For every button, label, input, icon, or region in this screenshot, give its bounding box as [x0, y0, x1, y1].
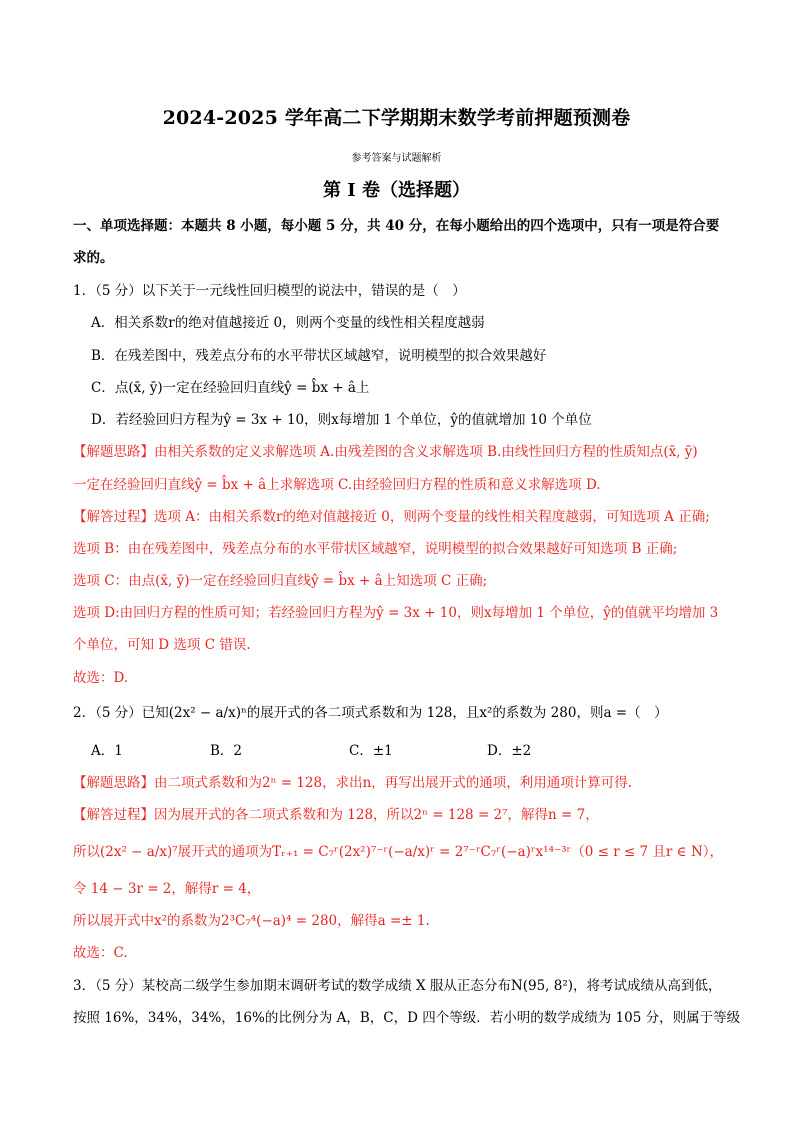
document-title: 2024-2025 学年高二下学期期末数学考前押题预测卷 [162, 107, 631, 129]
q1-process-line5: 个单位，可知 D 选项 C 错误. [73, 637, 251, 653]
q2-process-line1: 【解答过程】因为展开式的各二项式系数和为 128，所以2ⁿ = 128 = 2⁷，解得n = 7， [73, 807, 599, 823]
q1-option-b: B．在残差图中，残差点分布的水平带状区域越窄，说明模型的拟合效果越好 [91, 348, 547, 364]
q2-option-d: D．±2 [487, 743, 532, 759]
q1-answer: 故选：D. [73, 670, 129, 686]
q2-process-line2: 所以(2x² − a/x)⁷展开式的通项为Tᵣ₊₁ = C₇ʳ(2x²)⁷⁻ʳ(−a/x)ʳ = 2⁷⁻ʳC₇ʳ(−a)ʳx¹⁴⁻³ʳ（0 ≤ r ≤ 7 且r ∈ N）， [73, 844, 724, 860]
q2-process-line3: 令 14 − 3r = 2，解得r = 4， [73, 881, 261, 897]
q2-answer: 故选：C. [73, 945, 128, 961]
q1-process-line3: 选项 C：由点(x̄, ȳ)一定在经验回归直线ŷ = b̂x + â上知选项 C 正确; [73, 573, 488, 589]
volume-heading: 第 I 卷（选择题） [323, 180, 470, 201]
q2-option-c: C．±1 [349, 743, 393, 759]
q1-process-line2: 选项 B：由在残差图中，残差点分布的水平带状区域越窄，说明模型的拟合效果越好可知选项 B 正确; [73, 541, 678, 557]
q1-option-d: D．若经验回归方程为ŷ = 3x + 10，则x每增加 1 个单位，ŷ的值就增加 10 个单位 [91, 412, 592, 428]
q1-option-a: A．相关系数r的绝对值越接近 0，则两个变量的线性相关程度越弱 [91, 315, 485, 331]
section-heading-line2: 求的。 [73, 250, 114, 266]
q1-option-c: C．点(x̄, ȳ)一定在经验回归直线ŷ = b̂x + â上 [91, 380, 370, 396]
q3-stem-line2: 按照 16%，34%，34%，16%的比例分为 A，B，C，D 四个等级．若小明的数学成绩为 105 分，则属于等级 [73, 1010, 741, 1026]
q3-stem-line1: 3．（5 分）某校高二级学生参加期末调研考试的数学成绩 X 服从正态分布N(95, 8²)，将考试成绩从高到低， [73, 978, 722, 994]
q2-option-a: A．1 [91, 743, 123, 759]
section-heading-line1: 一、单项选择题：本题共 8 小题，每小题 5 分，共 40 分，在每小题给出的四个选项中，只有一项是符合要 [73, 218, 720, 234]
q1-process-line1: 【解答过程】选项 A：由相关系数r的绝对值越接近 0，则两个变量的线性相关程度越弱，可知选项 A 正确; [73, 509, 710, 525]
q1-idea-line1: 【解题思路】由相关系数的定义求解选项 A.由残差图的含义求解选项 B.由线性回归方程的性质知点(x̄, ȳ) [73, 444, 698, 460]
q2-process-line4: 所以展开式中x²的系数为2³C₇⁴(−a)⁴ = 280，解得a =± 1. [73, 913, 430, 929]
q1-stem: 1．（5 分）以下关于一元线性回归模型的说法中，错误的是（ ） [73, 283, 466, 299]
document-subtitle: 参考答案与试题解析 [351, 153, 442, 164]
q2-idea: 【解题思路】由二项式系数和为2ⁿ = 128，求出n，再写出展开式的通项，利用通项计算可得. [73, 775, 633, 791]
q2-option-b: B．2 [210, 743, 243, 759]
q1-process-line4: 选项 D:由回归方程的性质可知；若经验回归方程为ŷ = 3x + 10，则x每增加 1 个单位，ŷ的值就平均增加 3 [73, 605, 719, 621]
q2-stem: 2．（5 分）已知(2x² − a/x)ⁿ的展开式的各二项式系数和为 128，且x²的系数为 280，则a =（ ） [73, 705, 668, 721]
q1-idea-line2: 一定在经验回归直线ŷ = b̂x + â上求解选项 C.由经验回归方程的性质和意义求解选项 D. [73, 477, 601, 493]
